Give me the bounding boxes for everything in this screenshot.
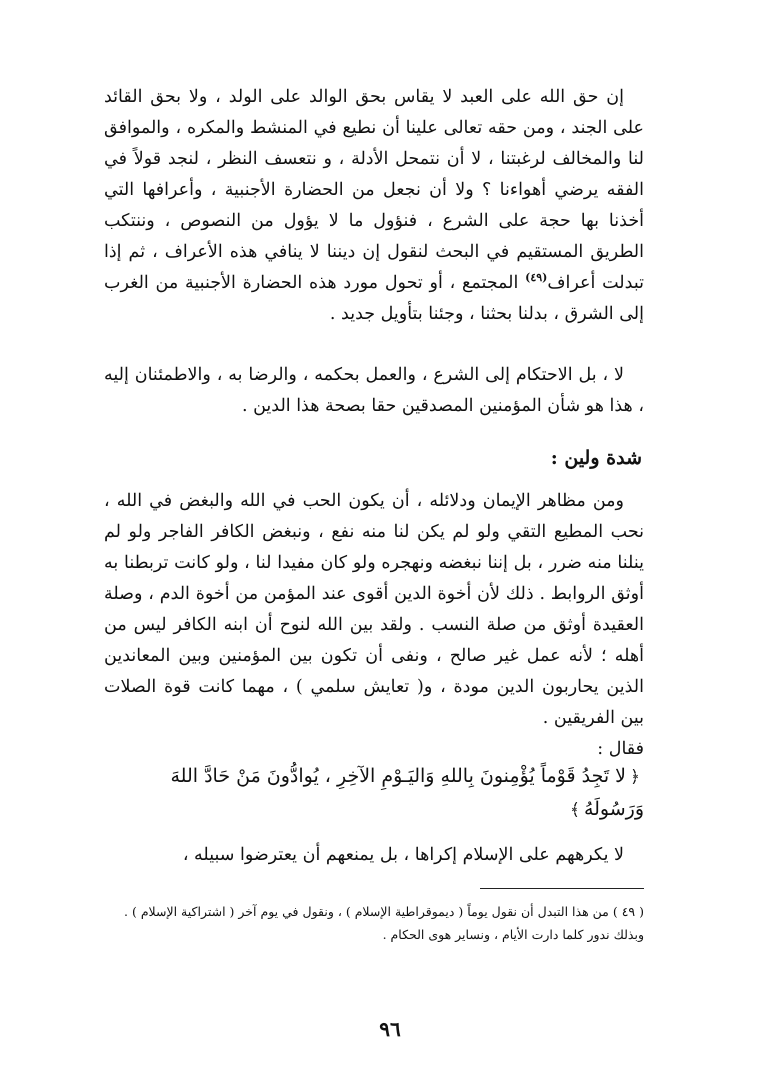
paragraph-3 bbox=[104, 486, 644, 765]
paragraph-3-text bbox=[104, 486, 644, 765]
paragraph-1 bbox=[104, 82, 644, 330]
paragraph-1-after-ref: المجتمع ، أو تحول مورد هذه الحضارة الأجنبية من الغرب إلى الشرق ، بدلنا بحثنا ، وجئنا بتأويل جديد . bbox=[104, 273, 644, 324]
paragraph-3-lead: فقال : bbox=[597, 739, 644, 759]
paragraph-1-before-ref: إن حق الله على العبد لا يقاس بحق الوالد على الولد ، ولا بحق القائد على الجند ، ومن حقه تعالى علينا أن نطيع في المنشط والمكره ، والموافق لنا والمخالف لرغبتنا ، لا أن نتمحل الأدلة ، و نتعسف النظر ، لنجد قولاً في الفقه يرضي أهواءنا ؟ ولا أن نجعل من الحضارة الأجنبية ، وأعرافها التي أخذنا بها حجة على الشرع ، فنؤول ما لا يؤول من النصوص ، وننتكب الطريق المستقيم في البحث لنقول إن ديننا لا ينافي هذه الأعراف ، ثم إذا تبدلت أعراف bbox=[104, 87, 644, 293]
footnote-line-2: وبذلك ندور كلما دارت الأيام ، ونساير هوى الحكام . bbox=[382, 927, 644, 942]
footnote-reference: (٤٩) bbox=[525, 271, 548, 285]
verse-text: لا تَجِدُ قَوْماً يُؤْمِنونَ بِاللهِ وَاليَـوْمِ الآخِرِ ، يُوادُّونَ مَنْ حَادَّ اللهَ وَرَسُولَهُ bbox=[170, 765, 644, 820]
paragraph-1-text bbox=[104, 82, 644, 330]
footnote-line-1: ( ٤٩ ) من هذا التبدل أن نقول يوماً ( ديموقراطية الإسلام ) ، ونقول في يوم آخر ( اشتراكية الإسلام ) . bbox=[124, 904, 644, 919]
section-heading: شدة ولين : bbox=[550, 447, 642, 469]
verse-close-bracket: ﴾ bbox=[569, 800, 580, 820]
page-number: ٩٦ bbox=[379, 1017, 401, 1041]
verse-open-bracket: ﴿ bbox=[630, 767, 640, 787]
paragraph-3-body: ومن مظاهر الإيمان ودلائله ، أن يكون الحب في الله والبغض في الله ، نحب المطيع التقي ولو لم يكن لنا منه نفع ، ونبغض الكافر الفاجر ولو لم ينلنا منه ضرر ، بل إننا نبغضه ونهجره ولو كان مفيدا لنا ، ولو كانت تربطنا به أوثق الروابط . ذلك لأن أخوة الدين أقوى عند المؤمن من أخوة الدم ، وصلة العقيدة أوثق من صلة النسب . ولقد بين الله لنوح أن ابنه الكافر ليس من أهله ؛ لأنه عمل غير صالح ، ونفى أن تكون بين المؤمنين وبين المعاندين الذين يحاربون الدين مودة ، و( تعايش سلمي ) ، مهما كانت قوة الصلات بين الفريقين . bbox=[104, 491, 644, 728]
paragraph-2-text: لا ، بل الاحتكام إلى الشرع ، والعمل بحكمه ، والرضا به ، والاطمئنان إليه ، هذا هو شأن المؤمنين المصدقين حقا بصحة هذا الدين . bbox=[104, 365, 644, 416]
footnote bbox=[104, 900, 644, 946]
paragraph-4 bbox=[104, 840, 644, 871]
paragraph-2 bbox=[104, 360, 644, 422]
quran-verse bbox=[104, 760, 644, 826]
paragraph-4-text: لا يكرههم على الإسلام إكراها ، بل يمنعهم أن يعترضوا سبيله ، bbox=[182, 845, 624, 865]
footnote-separator bbox=[480, 888, 644, 889]
